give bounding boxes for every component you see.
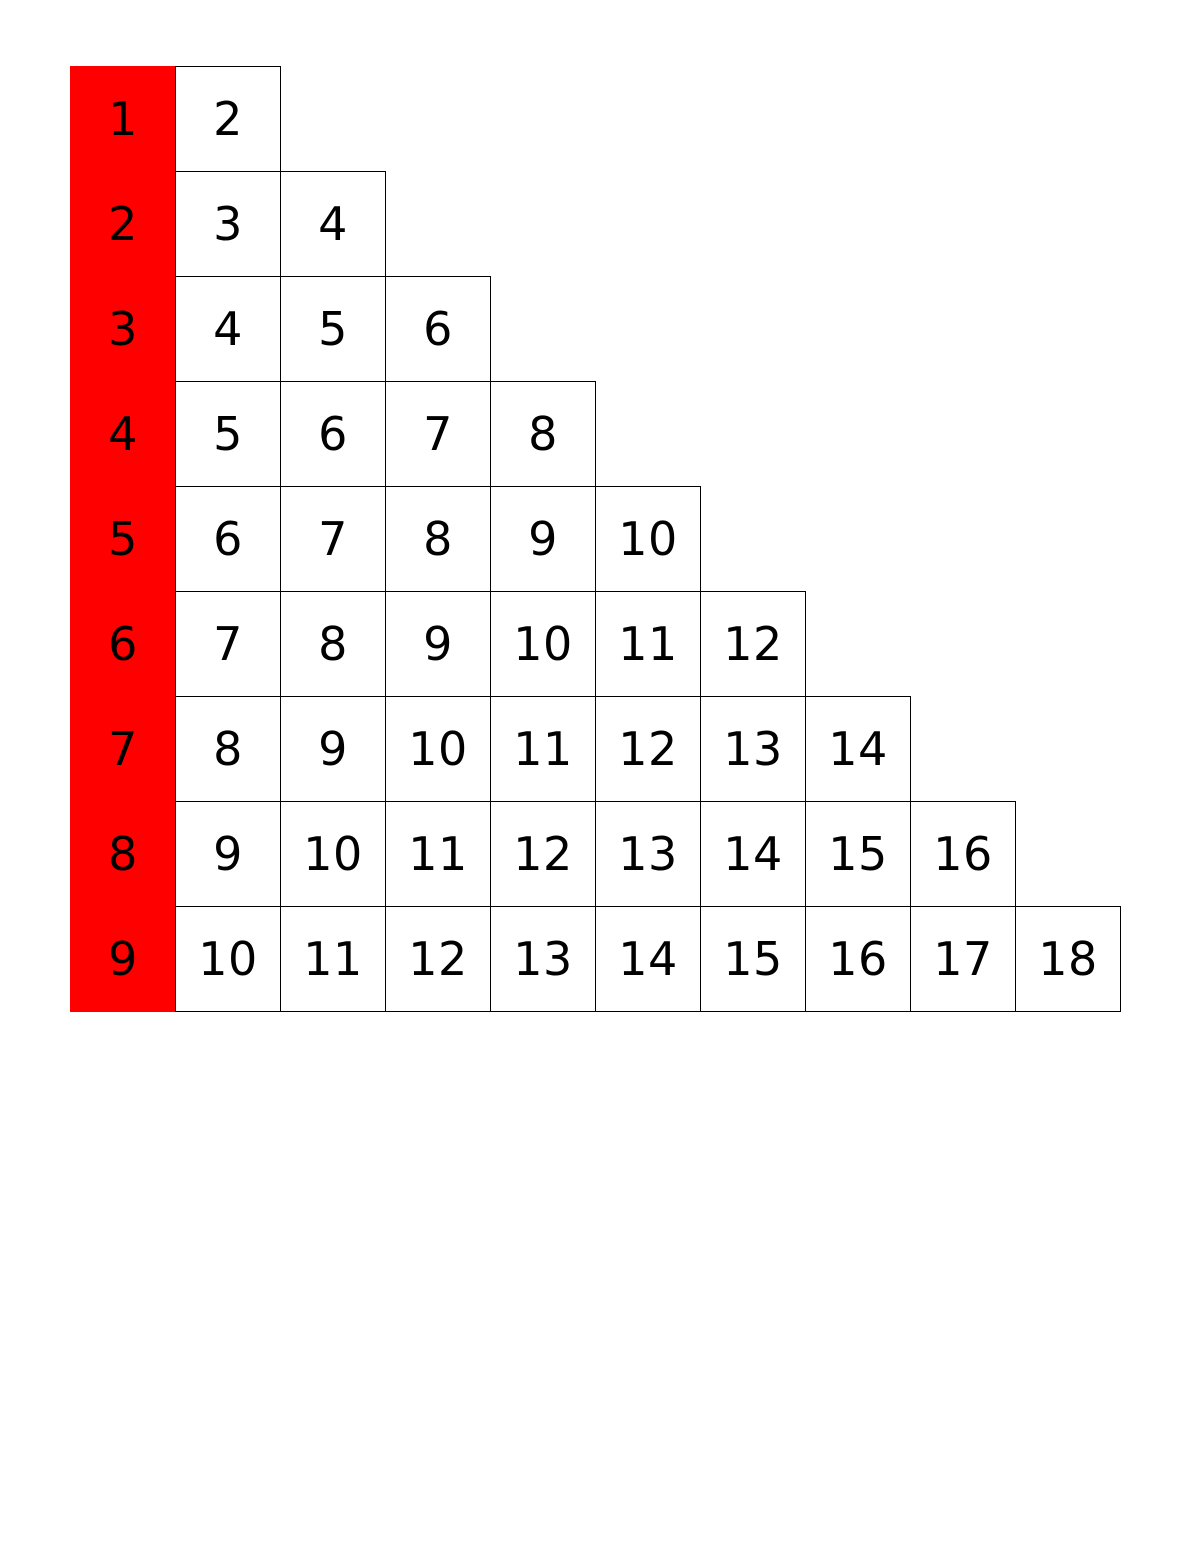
sum-cell: 13 <box>700 696 806 802</box>
sum-cell: 6 <box>385 276 491 382</box>
row-header-cell: 7 <box>70 696 176 802</box>
sum-cell: 12 <box>385 906 491 1012</box>
row-header-cell: 4 <box>70 381 176 487</box>
row-header-cell: 9 <box>70 906 176 1012</box>
sum-cell: 16 <box>910 801 1016 907</box>
table-row <box>70 801 1120 907</box>
row-header-cell: 1 <box>70 66 176 172</box>
row-header-cell: 6 <box>70 591 176 697</box>
sum-cell: 3 <box>175 171 281 277</box>
sum-cell: 8 <box>280 591 386 697</box>
sum-cell: 4 <box>175 276 281 382</box>
sum-cell: 13 <box>595 801 701 907</box>
sum-cell: 12 <box>595 696 701 802</box>
addition-triangle-table <box>70 66 1120 1011</box>
sum-cell: 8 <box>385 486 491 592</box>
sum-cell: 17 <box>910 906 1016 1012</box>
sum-cell: 10 <box>490 591 596 697</box>
table-row <box>70 381 1120 487</box>
table-row <box>70 906 1120 1012</box>
sum-cell: 7 <box>175 591 281 697</box>
sum-cell: 13 <box>490 906 596 1012</box>
sum-cell: 15 <box>805 801 911 907</box>
sum-cell: 4 <box>280 171 386 277</box>
row-header-cell: 8 <box>70 801 176 907</box>
sum-cell: 12 <box>700 591 806 697</box>
sum-cell: 2 <box>175 66 281 172</box>
sum-cell: 5 <box>280 276 386 382</box>
sum-cell: 11 <box>280 906 386 1012</box>
table-row <box>70 66 1120 172</box>
sum-cell: 16 <box>805 906 911 1012</box>
sum-cell: 14 <box>805 696 911 802</box>
sum-cell: 14 <box>595 906 701 1012</box>
sum-cell: 11 <box>385 801 491 907</box>
sum-cell: 7 <box>280 486 386 592</box>
sum-cell: 5 <box>175 381 281 487</box>
table-row <box>70 486 1120 592</box>
sum-cell: 18 <box>1015 906 1121 1012</box>
table-row <box>70 171 1120 277</box>
sum-cell: 6 <box>280 381 386 487</box>
sum-cell: 8 <box>175 696 281 802</box>
sum-cell: 10 <box>385 696 491 802</box>
row-header-cell: 5 <box>70 486 176 592</box>
table-row <box>70 696 1120 802</box>
sum-cell: 10 <box>595 486 701 592</box>
sum-cell: 11 <box>595 591 701 697</box>
sum-cell: 12 <box>490 801 596 907</box>
sum-cell: 14 <box>700 801 806 907</box>
sum-cell: 9 <box>175 801 281 907</box>
sum-cell: 11 <box>490 696 596 802</box>
row-header-cell: 3 <box>70 276 176 382</box>
sum-cell: 15 <box>700 906 806 1012</box>
table-row <box>70 276 1120 382</box>
row-header-cell: 2 <box>70 171 176 277</box>
sum-cell: 8 <box>490 381 596 487</box>
sum-cell: 10 <box>175 906 281 1012</box>
sum-cell: 9 <box>385 591 491 697</box>
sum-cell: 7 <box>385 381 491 487</box>
table-row <box>70 591 1120 697</box>
sum-cell: 10 <box>280 801 386 907</box>
sum-cell: 9 <box>490 486 596 592</box>
sum-cell: 9 <box>280 696 386 802</box>
sum-cell: 6 <box>175 486 281 592</box>
